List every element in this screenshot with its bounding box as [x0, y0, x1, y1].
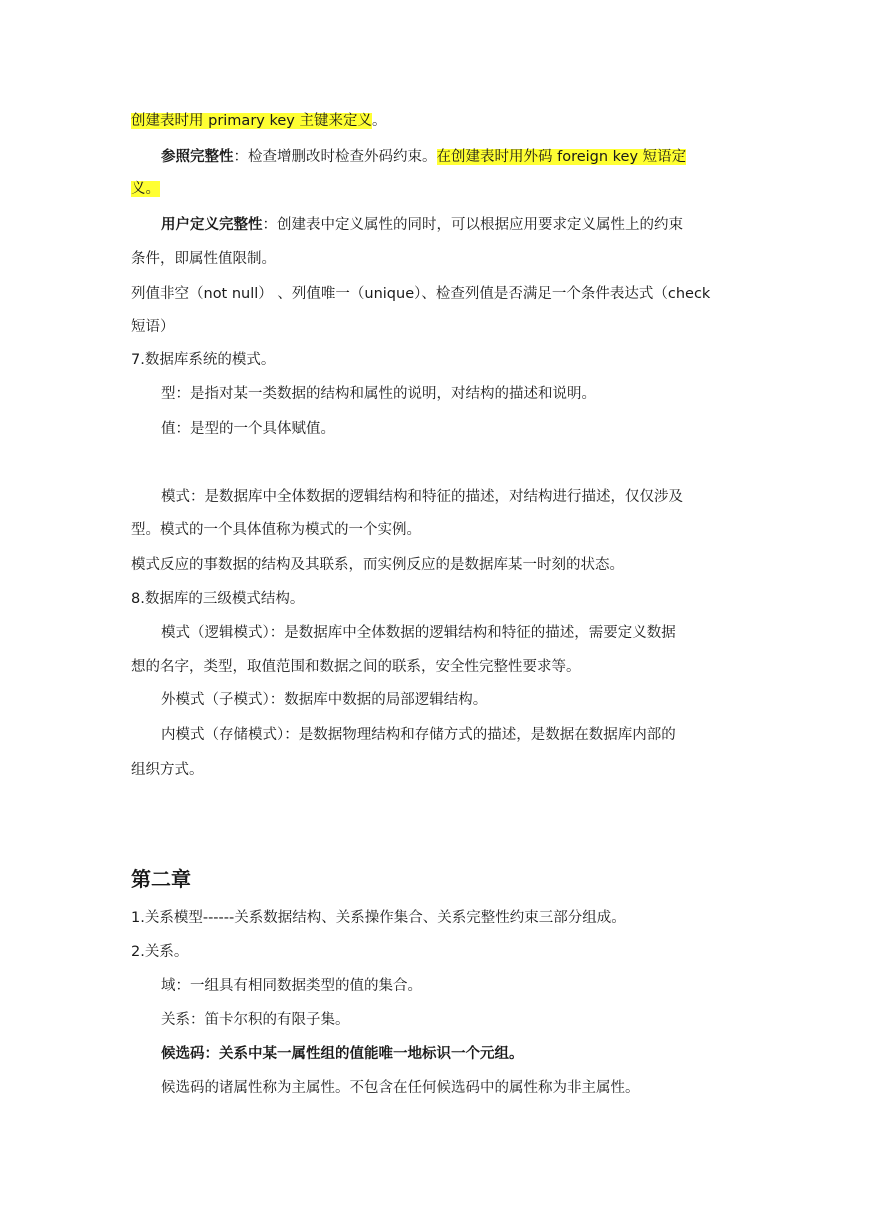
text-run: ：检查增删改时检查外码约束。: [233, 149, 437, 165]
text-run: 想的名字，类型，取值范围和数据之间的联系，安全性完整性要求等。: [131, 659, 581, 675]
highlighted-text: 义。: [131, 181, 160, 197]
paragraph-line: [161, 623, 741, 643]
text-run: 组织方式。: [131, 762, 204, 778]
paragraph-line: [131, 555, 741, 575]
paragraph-line: [161, 384, 741, 404]
text-run: 短语）: [131, 319, 175, 335]
highlighted-text: 在创建表时用外码 foreign key 短语定: [436, 149, 687, 165]
paragraph-line: [161, 976, 741, 996]
list-item: [131, 908, 741, 928]
text-run: 条件，即属性值限制。: [131, 251, 276, 267]
chapter-heading: [131, 866, 741, 892]
paragraph-line: [161, 725, 741, 745]
paragraph-line: [131, 179, 741, 199]
text-run: 域：一组具有相同数据类型的值的集合。: [161, 978, 422, 994]
paragraph-line: [161, 147, 741, 167]
paragraph-line: [161, 1078, 741, 1098]
paragraph-line: [161, 690, 741, 710]
text-run: 1.关系模型------关系数据结构、关系操作集合、关系完整性约束三部分组成。: [131, 910, 626, 926]
text-run: 模式反应的事数据的结构及其联系，而实例反应的是数据库某一时刻的状态。: [131, 557, 624, 573]
paragraph-line: [131, 657, 741, 677]
text-run: 模式：是数据库中全体数据的逻辑结构和特征的描述，对结构进行描述，仅仅涉及: [161, 489, 683, 505]
list-item: [131, 589, 741, 609]
paragraph-line: [131, 760, 741, 780]
paragraph-line: [131, 284, 741, 304]
paragraph-line: [131, 111, 741, 131]
list-item: [131, 350, 741, 370]
text-run: 候选码的诸属性称为主属性。不包含在任何候选码中的属性称为非主属性。: [161, 1080, 640, 1096]
paragraph-line: [161, 487, 741, 507]
paragraph-line: [161, 419, 741, 439]
text-run: 8.数据库的三级模式结构。: [131, 591, 305, 607]
paragraph-line: [131, 249, 741, 269]
text-run: 型。模式的一个具体值称为模式的一个实例。: [131, 522, 421, 538]
paragraph-line: [161, 1044, 741, 1064]
bold-text: 用户定义完整性: [161, 217, 263, 233]
text-run: 关系：笛卡尔积的有限子集。: [161, 1012, 350, 1028]
text-run: 模式（逻辑模式）：是数据库中全体数据的逻辑结构和特征的描述，需要定义数据: [161, 625, 676, 641]
text-run: ：创建表中定义属性的同时，可以根据应用要求定义属性上的约束: [262, 217, 683, 233]
text-run: 型：是指对某一类数据的结构和属性的说明，对结构的描述和说明。: [161, 386, 596, 402]
bold-text: 参照完整性: [161, 149, 234, 165]
text-run: 第二章: [131, 867, 191, 891]
paragraph-line: [161, 215, 741, 235]
text-run: 外模式（子模式）：数据库中数据的局部逻辑结构。: [161, 692, 488, 708]
text-run: 列值非空（not null） 、列值唯一（unique）、检查列值是否满足一个条件表达式（check: [131, 286, 711, 302]
paragraph-line: [161, 1010, 741, 1030]
text-run: 7.数据库系统的模式。: [131, 352, 276, 368]
paragraph-line: [131, 317, 741, 337]
paragraph-line: [131, 520, 741, 540]
text-run: 内模式（存储模式）：是数据物理结构和存储方式的描述，是数据在数据库内部的: [161, 727, 676, 743]
text-run: 2.关系。: [131, 944, 189, 960]
text-run: 值：是型的一个具体赋值。: [161, 421, 335, 437]
highlighted-text: 创建表时用 primary key 主键来定义: [131, 113, 372, 129]
list-item: [131, 942, 741, 962]
text-run: 。: [371, 113, 387, 129]
bold-text: 候选码：关系中某一属性组的值能唯一地标识一个元组。: [161, 1046, 524, 1062]
